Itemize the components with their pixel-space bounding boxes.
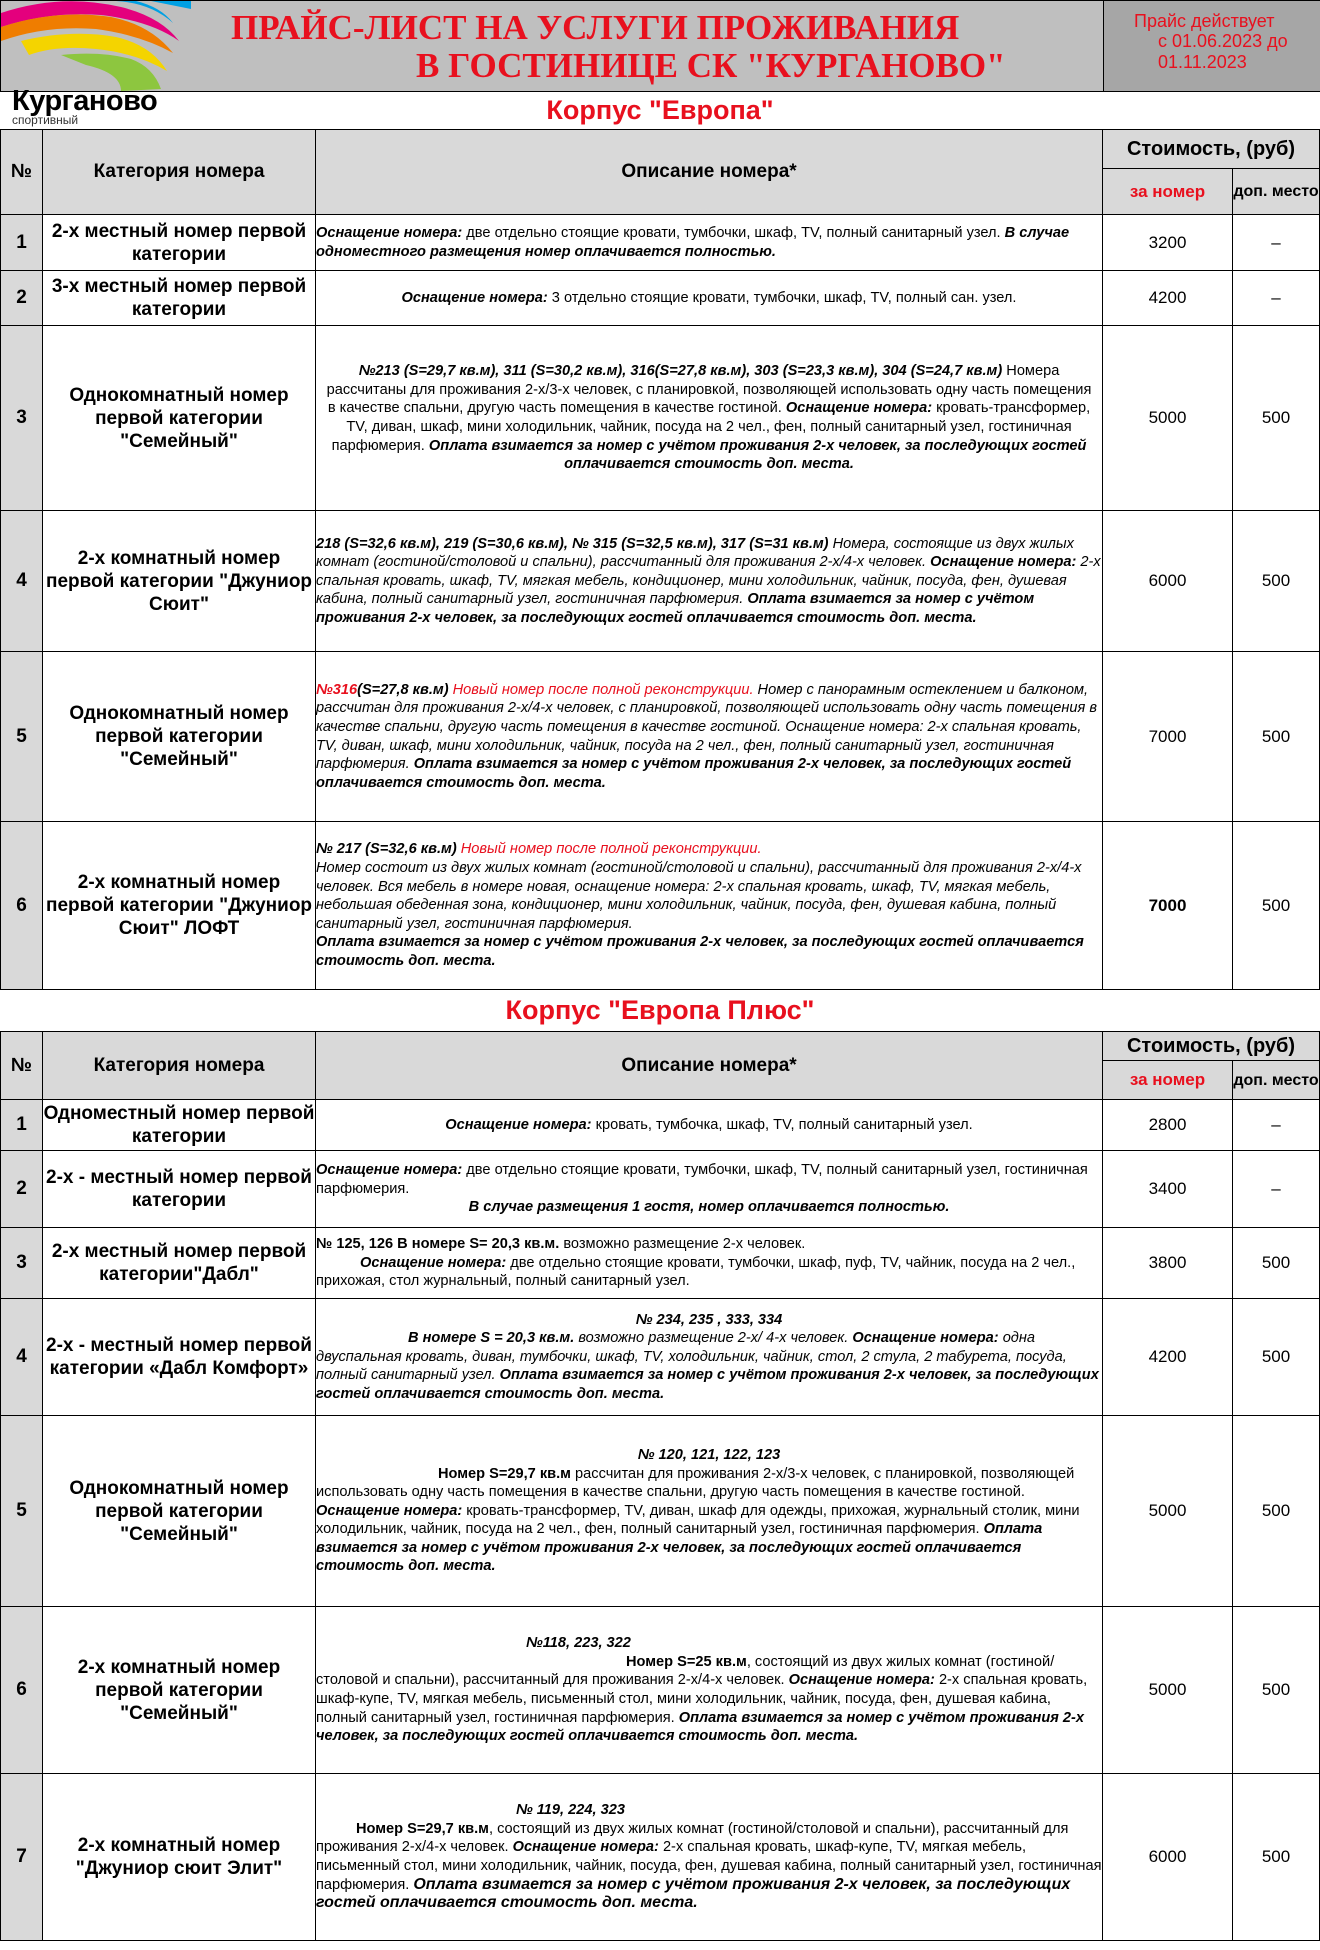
room-category: 2-х комнатный номер первой категории "Джуниор Сюит" ЛОФТ	[43, 822, 316, 990]
section-title-europa: Корпус "Европа"	[546, 95, 774, 125]
room-description: № 120, 121, 122, 123 Номер S=29,7 кв.м рассчитан для проживания 2-х/3-х человек, с планировкой, позволяющей использовать одну часть помещения в качестве спальни, другую часть помещения в качестве гостиной. Оснащение номера: кровать-трансформер, TV, диван, шкаф для одежды, прихожая, журнальный столик, мини холодильник, чайник, посуда на 2 чел., фен, полный санитарный узел, гостиничная парфюмерия. Оплата взимается за номер с учётом проживания 2-х человек, за последующих гостей оплачивается стоимость доп. места.	[316, 1416, 1103, 1607]
col-header-cost: Стоимость, (руб)	[1103, 130, 1320, 169]
price-per-room: 7000	[1103, 652, 1233, 822]
room-category: 3-х местный номер первой категории	[43, 271, 316, 326]
brand-name: Курганово	[12, 85, 158, 117]
row-number: 6	[1, 1607, 43, 1774]
document-title	[191, 9, 1101, 85]
price-per-room: 5000	[1103, 1607, 1233, 1774]
price-per-room: 6000	[1103, 511, 1233, 652]
table-row	[1, 511, 1320, 652]
table-row	[1, 1228, 1320, 1299]
room-description: № 234, 235 , 333, 334 В номере S = 20,3 кв.м. возможно размещение 2-х/ 4-х человек. Оснащение номера: одна двуспальная кровать, диван, тумбочки, шкаф, TV, холодильник, чайник, стол, 2 стула, 2 табурета, посуда, полный санитарный узел. Оплата взимается за номер с учётом проживания 2-х человек, за последующих гостей оплачивается стоимость доп. места.	[316, 1299, 1103, 1416]
room-category: Однокомнатный номер первой категории "Семейный"	[43, 1416, 316, 1607]
room-description: № 119, 224, 323 Номер S=29,7 кв.м, состоящий из двух жилых комнат (гостиной/столовой и спальни), рассчитанный для проживания 2-х/4-х человек. Оснащение номера: 2-х спальная кровать, шкаф-купе, TV, мягкая мебель, письменный стол, мини холодильник, чайник, посуда, фен, душевая кабина, полный санитарный узел, гостиничная парфюмерия. Оплата взимается за номер с учётом проживания 2-х человек, за последующих гостей оплачивается стоимость доп. места.	[316, 1774, 1103, 1941]
room-description: №316(S=27,8 кв.м) Новый номер после полной реконструкции. Номер с панорамным остеклением и балконом, рассчитан для проживания 2-х/4-х человек, с планировкой, позволяющей использовать одну часть помещения в качестве спальни, другую часть помещения в качестве гостиной. Оснащение номера: 2-х спальная кровать, TV, диван, шкаф, мини холодильник, чайник, посуда на 2 чел., фен, полный санитарный узел, гостиничная парфюмерия. Оплата взимается за номер с учётом проживания 2-х человек, за последующих гостей оплачивается стоимость доп. места.	[316, 652, 1103, 822]
price-per-room: 4200	[1103, 271, 1233, 326]
price-extra-bed: –	[1233, 271, 1320, 326]
col-header-description: Описание номера*	[316, 130, 1103, 215]
room-category: Однокомнатный номер первой категории "Семейный"	[43, 326, 316, 511]
title-line-2: В ГОСТИНИЦЕ СК "КУРГАНОВО"	[416, 46, 1006, 85]
room-category: 2-х местный номер первой категории	[43, 215, 316, 271]
table-row	[1, 1416, 1320, 1607]
validity-box	[1103, 1, 1320, 91]
price-extra-bed: 500	[1233, 822, 1320, 990]
price-extra-bed: –	[1233, 1151, 1320, 1228]
row-number: 2	[1, 1151, 43, 1228]
room-description: № 217 (S=32,6 кв.м) Новый номер после полной реконструкции. Номер состоит из двух жилых комнат (гостиной/столовой и спальни), рассчитанный для проживания 2-х/4-х человек. Вся мебель в номере новая, оснащение номера: 2-х спальная кровать, шкаф, TV, мягкая мебель, небольшая обеденная зона, кондиционер, мини холодильник, чайник, посуда, фен, душевая кабина, полный санитарный узел, гостиничная парфюмерия. Оплата взимается за номер с учётом проживания 2-х человек, за последующих гостей оплачивается стоимость доп. места.	[316, 822, 1103, 990]
row-number: 3	[1, 1228, 43, 1299]
room-category: 2-х комнатный номер "Джуниор сюит Элит"	[43, 1774, 316, 1941]
row-number: 7	[1, 1774, 43, 1941]
brand-sub-1: спортивный	[12, 113, 79, 127]
room-category: 2-х комнатный номер первой категории "Семейный"	[43, 1607, 316, 1774]
price-extra-bed: –	[1233, 1100, 1320, 1151]
room-description: №213 (S=29,7 кв.м), 311 (S=30,2 кв.м), 316(S=27,8 кв.м), 303 (S=23,3 кв.м), 304 (S=24,7 кв.м) Номера рассчитаны для проживания 2-х/3-х человек, с планировкой, позволяющей использовать одну часть помещения в качестве спальни, другую часть помещения в качестве гостиной. Оснащение номера: кровать-трансформер, TV, диван, шкаф, мини холодильник, чайник, посуда на 2 чел., фен, полный санитарный узел, гостиничная парфюмерия. Оплата взимается за номер с учётом проживания 2-х человек, за последующих гостей оплачивается стоимость доп. места.	[316, 326, 1103, 511]
room-description: Оснащение номера: кровать, тумбочка, шкаф, TV, полный санитарный узел.	[316, 1100, 1103, 1151]
col-header-extra-bed: доп. место	[1233, 1061, 1320, 1100]
room-description: Оснащение номера: 3 отдельно стоящие кровати, тумбочки, шкаф, TV, полный сан. узел.	[316, 271, 1103, 326]
price-extra-bed: 500	[1233, 511, 1320, 652]
price-per-room: 2800	[1103, 1100, 1233, 1151]
price-table-europa	[0, 129, 1320, 990]
table-row	[1, 652, 1320, 822]
room-category: 2-х - местный номер первой категории «Дабл Комфорт»	[43, 1299, 316, 1416]
row-number: 5	[1, 1416, 43, 1607]
price-extra-bed: 500	[1233, 652, 1320, 822]
room-description: Оснащение номера: две отдельно стоящие кровати, тумбочки, шкаф, TV, полный санитарный узел. В случае одноместного размещения номер оплачивается полностью.	[316, 215, 1103, 271]
price-per-room: 7000	[1103, 822, 1233, 990]
price-per-room: 3800	[1103, 1228, 1233, 1299]
room-description: Оснащение номера: две отдельно стоящие кровати, тумбочки, шкаф, TV, полный санитарный узел, гостиничная парфюмерия. В случае размещения 1 гостя, номер оплачивается полностью.	[316, 1151, 1103, 1228]
section-title-europa-plus: Корпус "Европа Плюс"	[505, 995, 815, 1025]
table-row	[1, 822, 1320, 990]
price-extra-bed: 500	[1233, 326, 1320, 511]
room-description: № 125, 126 В номере S= 20,3 кв.м. возможно размещение 2-х человек. Оснащение номера: две отдельно стоящие кровати, тумбочки, шкаф, пуф, TV, чайник, посуда на 2 чел., прихожая, стол журнальный, полный санитарный узел.	[316, 1228, 1103, 1299]
col-header-category: Категория номера	[43, 1032, 316, 1100]
price-table-europa-plus	[0, 1031, 1320, 1941]
row-number: 4	[1, 511, 43, 652]
table-row	[1, 326, 1320, 511]
table-row	[1, 1151, 1320, 1228]
table-row	[1, 1774, 1320, 1941]
col-header-per-room: за номер	[1103, 1061, 1233, 1100]
price-per-room: 5000	[1103, 1416, 1233, 1607]
col-header-category: Категория номера	[43, 130, 316, 215]
col-header-cost: Стоимость, (руб)	[1103, 1032, 1320, 1061]
price-extra-bed: 500	[1233, 1416, 1320, 1607]
table-header-row	[1, 130, 1320, 169]
row-number: 6	[1, 822, 43, 990]
logo-swirl-graphic	[1, 1, 191, 91]
table-header-row	[1, 1032, 1320, 1061]
validity-line-3: 01.11.2023	[1158, 52, 1247, 72]
price-per-room: 3400	[1103, 1151, 1233, 1228]
row-number: 4	[1, 1299, 43, 1416]
row-number: 1	[1, 1100, 43, 1151]
price-extra-bed: –	[1233, 215, 1320, 271]
row-number: 5	[1, 652, 43, 822]
validity-line-1: Прайс действует	[1134, 11, 1275, 31]
col-header-per-room: за номер	[1103, 169, 1233, 215]
room-category: Одноместный номер первой категории	[43, 1100, 316, 1151]
price-extra-bed: 500	[1233, 1228, 1320, 1299]
table-row	[1, 1299, 1320, 1416]
col-header-num: №	[1, 1032, 43, 1100]
price-per-room: 4200	[1103, 1299, 1233, 1416]
room-description: №118, 223, 322 Номер S=25 кв.м, состоящий из двух жилых комнат (гостиной/столовой и спальни), рассчитанный для проживания 2-х/4-х человек. Оснащение номера: 2-х спальная кровать, шкаф-купе, TV, мягкая мебель, письменный стол, мини холодильник, чайник, посуда, фен, душевая кабина, полный санитарный узел, гостиничная парфюмерия. Оплата взимается за номер с учётом проживания 2-х человек, за последующих гостей оплачивается стоимость доп. места.	[316, 1607, 1103, 1774]
price-per-room: 6000	[1103, 1774, 1233, 1941]
table-row	[1, 271, 1320, 326]
room-category: Однокомнатный номер первой категории "Семейный"	[43, 652, 316, 822]
price-per-room: 5000	[1103, 326, 1233, 511]
validity-line-2: с 01.06.2023 до	[1158, 31, 1288, 51]
row-number: 3	[1, 326, 43, 511]
price-extra-bed: 500	[1233, 1607, 1320, 1774]
row-number: 1	[1, 215, 43, 271]
room-category: 2-х - местный номер первой категории	[43, 1151, 316, 1228]
price-per-room: 3200	[1103, 215, 1233, 271]
col-header-extra-bed: доп. место	[1233, 169, 1320, 215]
title-line-1: ПРАЙС-ЛИСТ НА УСЛУГИ ПРОЖИВАНИЯ	[231, 8, 960, 47]
room-description: 218 (S=32,6 кв.м), 219 (S=30,6 кв.м), № 315 (S=32,5 кв.м), 317 (S=31 кв.м) Номера, состоящие из двух жилых комнат (гостиной/столовой и спальни), рассчитанный для проживания 2-х/4-х человек. Оснащение номера: 2-х спальная кровать, шкаф, TV, мягкая мебель, кондиционер, мини холодильник, чайник, посуда, фен, душевая кабина, полный санитарный узел, гостиничная парфюмерия. Оплата взимается за номер с учётом проживания 2-х человек, за последующих гостей оплачивается стоимость доп. места.	[316, 511, 1103, 652]
row-number: 2	[1, 271, 43, 326]
room-category: 2-х местный номер первой категории"Дабл"	[43, 1228, 316, 1299]
table-row	[1, 1607, 1320, 1774]
price-extra-bed: 500	[1233, 1299, 1320, 1416]
col-header-num: №	[1, 130, 43, 215]
table-row	[1, 1100, 1320, 1151]
room-category: 2-х комнатный номер первой категории "Джуниор Сюит"	[43, 511, 316, 652]
table-row	[1, 215, 1320, 271]
col-header-description: Описание номера*	[316, 1032, 1103, 1100]
header-banner	[0, 0, 1320, 92]
price-extra-bed: 500	[1233, 1774, 1320, 1941]
